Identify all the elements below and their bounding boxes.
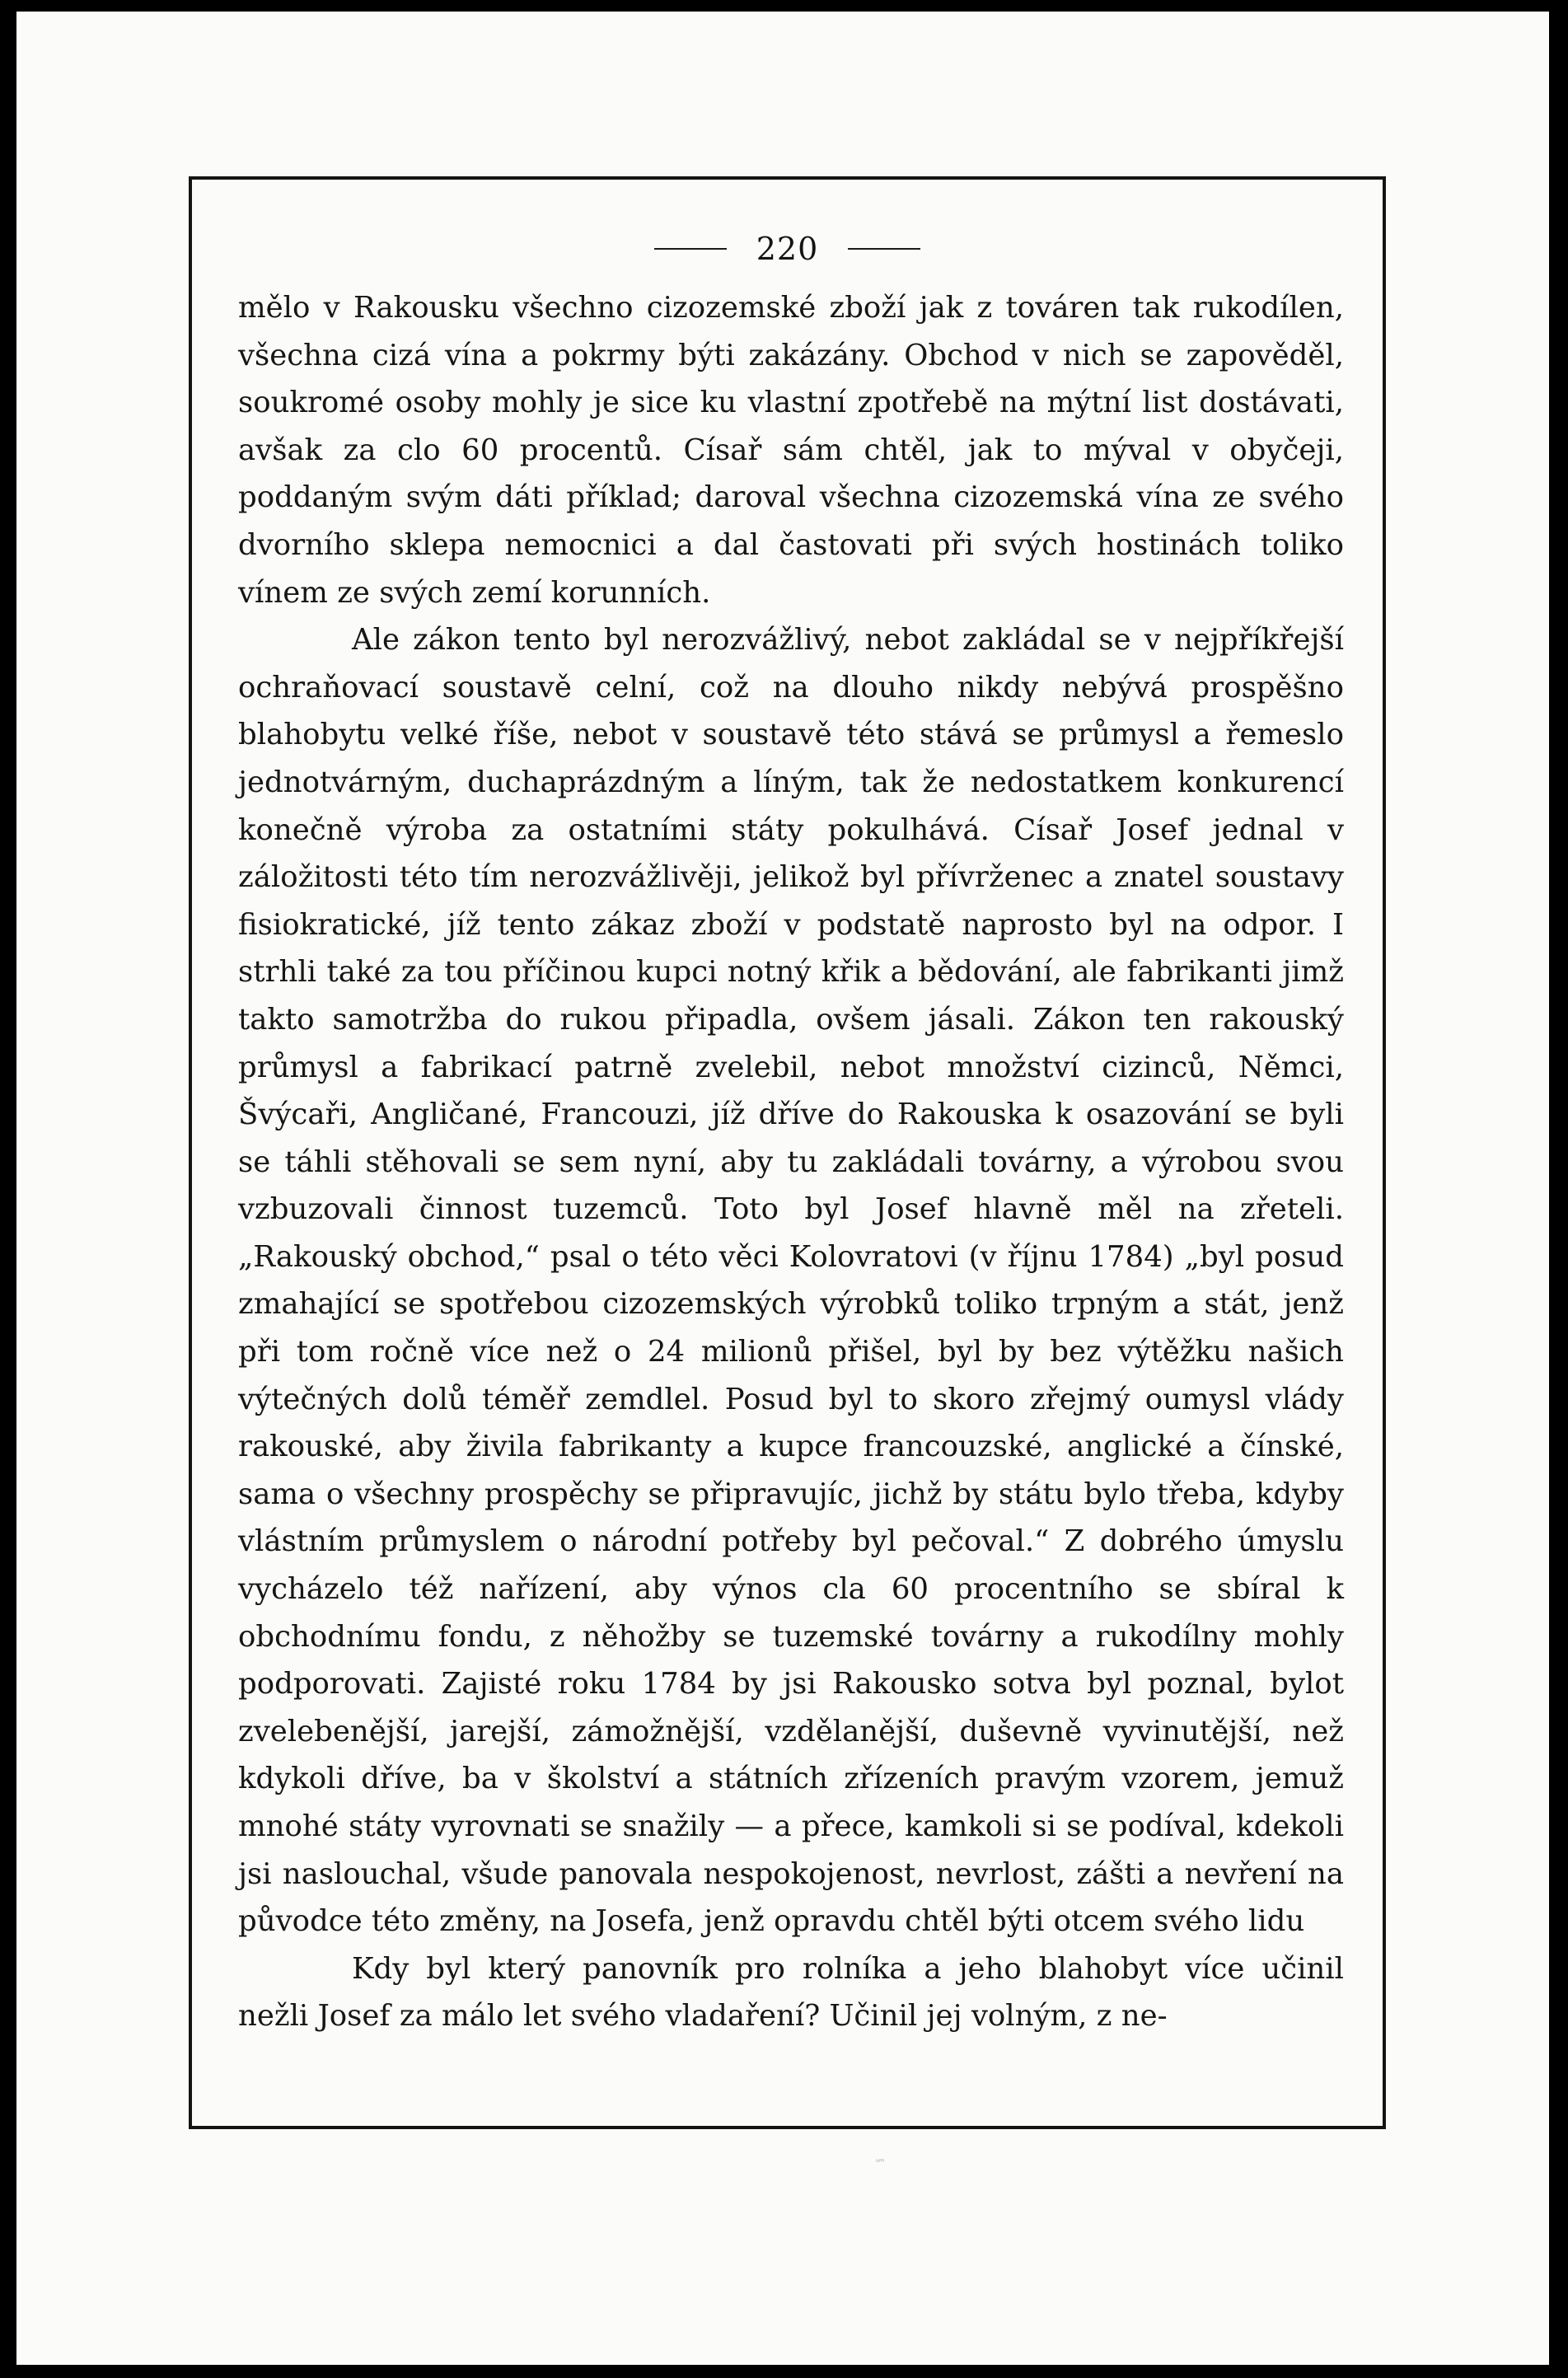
page-frame xyxy=(189,176,1386,2129)
page-number: 220 xyxy=(756,231,819,267)
body-text xyxy=(238,284,1344,2040)
paragraph-2: Ale zákon tento byl nerozvážlivý, nebot zakládal se v nejpříkřejší ochraňovací soustavě celní, což na dlouho nikdy nebývá prospěšno blahobytu velké říše, nebot v soustavě této stává se průmysl a řemeslo jednotvárným, duchaprázdným a líným, tak že nedostatkem konkurencí konečně výroba za ostatními státy pokulhává. Císař Josef jednal v záložitosti této tím nerozvážlivěji, jelikož byl přívrženec a znatel soustavy fisiokratické, jíž tento zákaz zboží v podstatě naprosto byl na odpor. I strhli také za tou příčinou kupci notný křik a bědování, ale fabrikanti jimž takto samotržba do rukou připadla, ovšem jásali. Zákon ten rakouský průmysl a fabrikací patrně zvelebil, nebot množství cizinců, Němci, Švýcaři, Angličané, Francouzi, jíž dříve do Rakouska k osazování se byli se táhli stěhovali se sem nyní, aby tu zakládali továrny, a výrobou svou vzbuzovali činnost tuzemců. Toto byl Josef hlavně měl na zřeteli. „Rakouský obchod,“ psal o této věci Kolovratovi (v říjnu 1784) „byl posud zmahající se spotřebou cizozemských výrobků toliko trpným a stát, jenž při tom ročně více než o 24 milionů přišel, byl by bez výtěžku našich výtečných dolů téměř zemdlel. Posud byl to skoro zřejmý oumysl vlády rakouské, aby živila fabrikanty a kupce francouzské, anglické a čínské, sama o všechny prospěchy se připravujíc, jichž by státu bylo třeba, kdyby vlástním průmyslem o národní potřeby byl pečoval.“ Z dobrého úmyslu vycházelo též nařízení, aby výnos cla 60 procentního se sbíral k obchodnímu fondu, z něhožby se tuzemské továrny a rukodílny mohly podporovati. Zajisté roku 1784 by jsi Rakousko sotva byl poznal, bylot zvelebenější, jarejší, zámožnější, vzdělanější, duševně vyvinutější, než kdykoli dříve, ba v školství a státních zřízeních pravým vzorem, jemuž mnohé státy vyrovnati se snažily — a přece, kamkoli si se podíval, kdekoli jsi naslouchal, všude panovala nespokojenost, nevrlost, zášti a nevření na původce této změny, na Josefa, jenž opravdu chtěl býti otcem svého lidu xyxy=(238,623,1344,1939)
page-header xyxy=(192,231,1383,267)
header-rule-left xyxy=(654,248,727,250)
paragraph-1: mělo v Rakousku všechno cizozemské zboží jak z továren tak rukodílen, všechna cizá vína a pokrmy býti zakázány. Obchod v nich se zapověděl, soukromé osoby mohly je sice ku vlastní zpotřebě na mýtní list dostávati, avšak za clo 60 procentů. Císař sám chtěl, jak to mýval v obyčeji, poddaným svým dáti příklad; daroval všechna cizozemská vína ze svého dvorního sklepa nemocnici a dal častovati při svých hostinách toliko vínem ze svých zemí korunních. xyxy=(238,291,1344,610)
paragraph-3: Kdy byl který panovník pro rolníka a jeho blahobyt více učinil nežli Josef za málo let svého vladaření? Učinil jej volným, z ne- xyxy=(238,1951,1344,2034)
book-page xyxy=(16,12,1549,2365)
footer-scan-mark: ᵘᵐ xyxy=(876,2158,885,2167)
header-rule-right xyxy=(848,248,920,250)
